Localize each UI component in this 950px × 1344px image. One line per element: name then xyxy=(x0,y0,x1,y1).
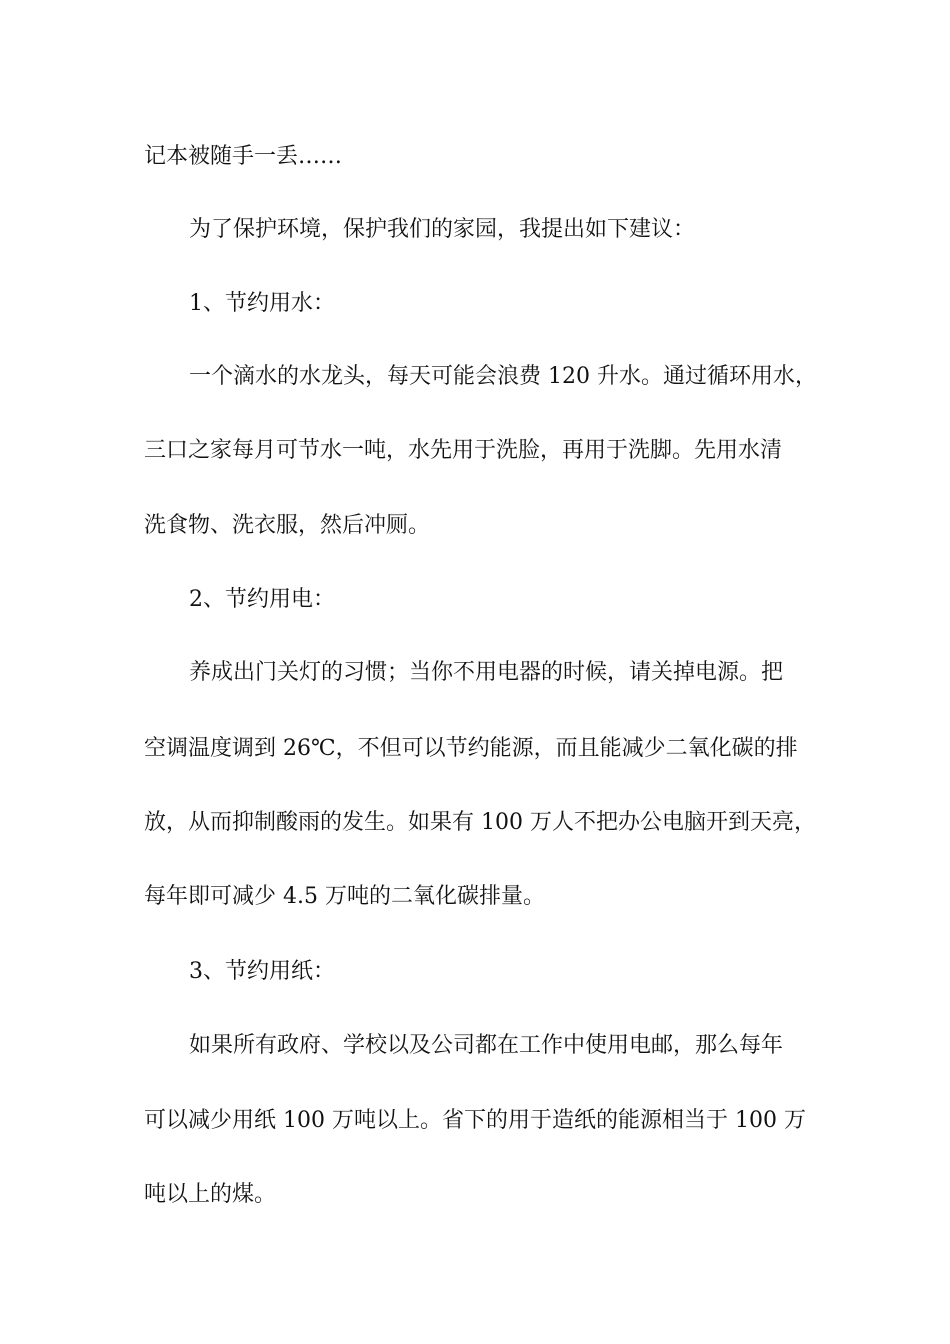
section-heading: 3、节约用纸： xyxy=(189,959,335,984)
paragraph-line: 如果所有政府、学校以及公司都在工作中使用电邮，那么每年 xyxy=(189,1033,784,1058)
paragraph-line: 每年即可减少 4.5 万吨的二氧化碳排量。 xyxy=(144,884,545,909)
paragraph-line: 吨以上的煤。 xyxy=(144,1182,277,1207)
paragraph-line: 养成出门关灯的习惯；当你不用电器的时候，请关掉电源。把 xyxy=(189,660,784,685)
paragraph-line: 为了保护环境，保护我们的家园，我提出如下建议： xyxy=(189,217,696,242)
paragraph-line: 洗食物、洗衣服，然后冲厕。 xyxy=(144,513,431,538)
paragraph-line: 三口之家每月可节水一吨，水先用于洗脸，再用于洗脚。先用水清 xyxy=(144,438,783,463)
paragraph-line: 记本被随手一丢…… xyxy=(144,144,343,169)
paragraph-line: 可以减少用纸 100 万吨以上。省下的用于造纸的能源相当于 100 万 xyxy=(144,1108,806,1133)
paragraph-line: 放，从而抑制酸雨的发生。如果有 100 万人不把办公电脑开到天亮， xyxy=(144,810,816,835)
paragraph-line: 空调温度调到 26℃，不但可以节约能源，而且能减少二氧化碳的排 xyxy=(144,736,798,761)
paragraph-line: 一个滴水的水龙头，每天可能会浪费 120 升水。通过循环用水， xyxy=(189,364,817,389)
section-heading: 1、节约用水： xyxy=(189,291,335,316)
section-heading: 2、节约用电： xyxy=(189,587,335,612)
